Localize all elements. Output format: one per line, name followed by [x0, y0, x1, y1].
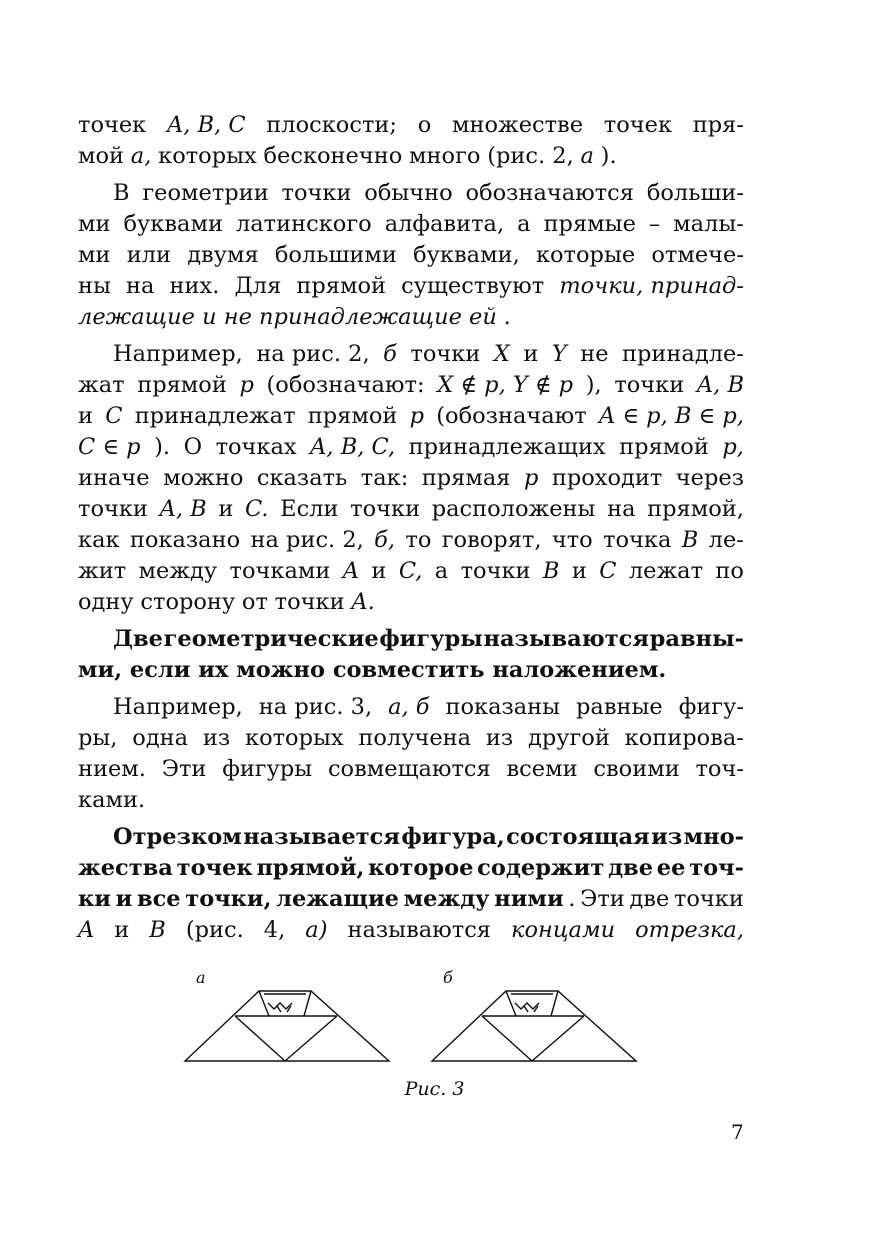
- text-segment: Например,: [113, 694, 243, 720]
- text-segment: множестве: [451, 112, 584, 138]
- text-segment: из: [202, 725, 231, 751]
- text-segment: Две: [113, 626, 163, 652]
- text-segment: отмече-: [651, 242, 744, 268]
- text-segment: а: [434, 558, 449, 584]
- text-line: [78, 587, 744, 618]
- text-segment: точки: [673, 886, 744, 912]
- text-segment: A: [342, 558, 360, 584]
- text-segment: A, B, C,: [310, 434, 396, 460]
- text-segment: называются: [483, 626, 649, 652]
- text-segment: обозначаются: [465, 180, 634, 206]
- text-segment: ми: [78, 211, 111, 237]
- figure-label-b: б: [443, 968, 453, 987]
- text-segment: точках: [215, 434, 297, 460]
- text-segment: плоскости;: [266, 112, 397, 138]
- text-line: [113, 822, 744, 853]
- text-segment: точки: [281, 180, 352, 206]
- text-line: [78, 463, 744, 494]
- text-segment: точками: [229, 558, 331, 584]
- text-segment: своими: [593, 756, 680, 782]
- text-segment: Эти: [580, 886, 625, 912]
- text-segment: a,: [130, 143, 152, 169]
- text-segment: Например,: [113, 341, 243, 367]
- text-segment: и: [115, 886, 133, 912]
- text-segment: точка: [603, 527, 672, 553]
- text-segment: A.: [351, 589, 375, 615]
- text-segment: буквами,: [413, 242, 520, 268]
- figure-a: [180, 985, 395, 1065]
- figure-b-tick-1: [524, 1006, 528, 1012]
- text-line: [78, 655, 744, 686]
- text-segment: прямая: [421, 465, 511, 491]
- text-segment: показаны: [445, 694, 561, 720]
- text-segment: из: [485, 725, 514, 751]
- text-segment: B: [542, 558, 560, 584]
- text-segment: точки,: [185, 886, 272, 912]
- text-segment: точки: [274, 589, 345, 615]
- text-segment: малы-: [673, 211, 744, 237]
- figure-a-tick-1: [277, 1006, 281, 1012]
- text-segment: C: [599, 558, 617, 584]
- text-segment: точки: [460, 558, 531, 584]
- text-segment: алфавита,: [384, 211, 505, 237]
- text-segment: A, B: [159, 496, 207, 522]
- text-segment: сказать: [256, 465, 348, 491]
- text-segment: как: [78, 527, 120, 553]
- figure-b-line-5: [551, 991, 558, 1016]
- text-segment: б,: [374, 527, 396, 553]
- page-number: 7: [731, 1120, 744, 1144]
- text-segment: точки: [350, 496, 421, 522]
- text-segment: и: [523, 341, 539, 367]
- text-segment: две: [608, 855, 654, 881]
- text-segment: на рис. 2,: [250, 527, 364, 553]
- text-segment: и: [218, 496, 234, 522]
- text-segment: .: [503, 304, 511, 330]
- text-segment: В: [113, 180, 130, 206]
- text-segment: фигуры: [222, 756, 313, 782]
- text-segment: нием.: [78, 756, 146, 782]
- text-segment: Если: [280, 496, 339, 522]
- figure-a-line-5: [304, 991, 311, 1016]
- text-segment: через: [675, 465, 744, 491]
- text-segment: одна: [132, 725, 189, 751]
- text-segment: больши-: [646, 180, 744, 206]
- text-segment: p,: [722, 434, 744, 460]
- text-segment: состоящая: [506, 824, 650, 850]
- text-line: [113, 692, 744, 723]
- text-segment: которых: [245, 725, 344, 751]
- text-segment: жат: [78, 372, 125, 398]
- text-segment: а: [517, 211, 531, 237]
- text-segment: другой: [528, 725, 610, 751]
- text-segment: жества: [78, 855, 173, 881]
- text-segment: не: [580, 341, 609, 367]
- text-segment: ними: [494, 886, 564, 912]
- text-segment: две: [629, 886, 670, 912]
- text-segment: точки: [410, 341, 481, 367]
- text-segment: прямой: [307, 403, 398, 429]
- text-line: [78, 525, 744, 556]
- text-segment: пря-: [692, 112, 744, 138]
- text-segment: содержит: [477, 855, 605, 881]
- text-line: [78, 754, 744, 785]
- text-segment: C ∈ p: [78, 434, 141, 460]
- figure-b-outline: [432, 991, 636, 1061]
- text-segment: прямой: [296, 273, 387, 299]
- text-segment: жит: [78, 558, 127, 584]
- text-line: [78, 302, 744, 333]
- figure-b-notch: [515, 1003, 539, 1009]
- text-segment: них.: [169, 273, 220, 299]
- text-segment: а, б: [388, 694, 430, 720]
- figure-a-line-2: [235, 1016, 285, 1061]
- text-segment: копирова-: [624, 725, 744, 751]
- text-segment: ).: [154, 434, 171, 460]
- text-line: [78, 884, 744, 915]
- text-segment: и: [571, 558, 587, 584]
- text-segment: ле-: [708, 527, 744, 553]
- text-segment: принадлежат: [134, 403, 296, 429]
- text-segment: на рис. 3,: [258, 694, 373, 720]
- figure-label-a: а: [196, 968, 206, 987]
- text-segment: ми, если их можно совместить наложением.: [78, 657, 667, 683]
- text-segment: всеми: [506, 756, 578, 782]
- text-segment: существуют: [401, 273, 545, 299]
- text-segment: фигуры: [379, 626, 483, 652]
- text-segment: то: [405, 527, 432, 553]
- text-segment: p: [239, 372, 254, 398]
- text-segment: проходит: [551, 465, 663, 491]
- text-segment: ки: [78, 886, 111, 912]
- text-segment: мой: [78, 143, 125, 169]
- text-segment: Эти: [161, 756, 207, 782]
- text-segment: A: [78, 917, 95, 943]
- text-segment: Отрезком: [113, 824, 242, 850]
- text-segment: A ∈ p, B ∈ p,: [598, 403, 744, 429]
- text-segment: на: [126, 273, 155, 299]
- text-segment: можно: [163, 465, 244, 491]
- text-segment: точ-: [689, 855, 744, 881]
- text-segment: бесконечно: [263, 143, 403, 169]
- text-segment: показано: [129, 527, 241, 553]
- text-segment: о: [417, 112, 432, 138]
- text-segment: ),: [585, 372, 602, 398]
- text-segment: C,: [398, 558, 423, 584]
- text-segment: C: [105, 403, 123, 429]
- text-segment: и: [78, 403, 93, 429]
- text-segment: на: [607, 496, 636, 522]
- text-segment: A, B, C: [166, 112, 246, 138]
- text-line: [113, 339, 744, 370]
- text-segment: большими: [274, 242, 397, 268]
- text-segment: равны-: [649, 626, 744, 652]
- figure-a-outline: [185, 991, 389, 1061]
- text-segment: или: [126, 242, 171, 268]
- text-segment: говорят,: [441, 527, 542, 553]
- text-segment: обычно: [364, 180, 453, 206]
- text-segment: называется: [243, 824, 400, 850]
- text-segment: иначе: [78, 465, 150, 491]
- figure-b-line-3: [532, 1016, 584, 1061]
- text-segment: ее: [656, 855, 686, 881]
- figure-b: [427, 985, 642, 1065]
- text-segment: так:: [360, 465, 409, 491]
- text-segment: точки: [614, 372, 685, 398]
- text-segment: Для: [234, 273, 282, 299]
- text-segment: фигура,: [401, 824, 505, 850]
- text-segment: получена: [358, 725, 472, 751]
- text-line: [113, 178, 744, 209]
- text-segment: точки: [78, 496, 148, 522]
- text-segment: много: [409, 143, 481, 169]
- text-segment: б: [383, 341, 397, 367]
- text-line: [78, 401, 744, 432]
- text-segment: A, B: [696, 372, 744, 398]
- text-line: [78, 110, 744, 141]
- text-segment: (обозначают: [436, 403, 587, 429]
- text-segment: принадлежащих: [408, 434, 606, 460]
- text-segment: между: [138, 558, 218, 584]
- figure-b-line-4: [506, 991, 516, 1016]
- text-segment: прямой: [619, 434, 709, 460]
- text-segment: прямой: [137, 372, 227, 398]
- text-segment: p: [523, 465, 539, 491]
- figure-caption: Рис. 3: [404, 1078, 465, 1100]
- text-segment: называются: [347, 917, 492, 943]
- text-segment: двумя: [187, 242, 259, 268]
- text-segment: (рис. 2,: [487, 143, 574, 169]
- text-segment: отрезка,: [635, 917, 744, 943]
- text-segment: которые: [535, 242, 636, 268]
- text-line: [78, 556, 744, 587]
- text-segment: точки, принад-: [559, 273, 744, 299]
- figure-a-line-4: [259, 991, 269, 1016]
- text-segment: ками.: [78, 787, 146, 813]
- text-segment: латинского: [235, 211, 372, 237]
- text-segment: которое: [368, 855, 474, 881]
- text-segment: прямой,: [647, 496, 744, 522]
- text-segment: на рис. 2,: [256, 341, 370, 367]
- text-segment: и: [371, 558, 387, 584]
- text-segment: мно-: [683, 824, 744, 850]
- text-segment: p: [409, 403, 425, 429]
- text-segment: B: [149, 917, 166, 943]
- text-line: [78, 785, 744, 816]
- text-segment: X: [493, 341, 510, 367]
- text-segment: ры,: [78, 725, 118, 751]
- text-segment: принадле-: [622, 341, 744, 367]
- text-line: [78, 432, 744, 463]
- text-segment: лежащие: [276, 886, 399, 912]
- text-segment: –: [648, 211, 661, 237]
- text-segment: а): [305, 917, 328, 943]
- text-line: [78, 209, 744, 240]
- text-segment: что: [551, 527, 593, 553]
- text-segment: ны: [78, 273, 111, 299]
- text-segment: ми: [78, 242, 111, 268]
- text-segment: (рис.: [185, 917, 244, 943]
- text-segment: а: [580, 143, 594, 169]
- text-segment: ).: [600, 143, 617, 169]
- text-segment: О: [183, 434, 203, 460]
- text-line: [78, 141, 744, 172]
- text-line: [78, 853, 744, 884]
- text-segment: концами: [511, 917, 616, 943]
- text-segment: и: [114, 917, 130, 943]
- text-segment: C.: [244, 496, 269, 522]
- text-segment: точ-: [695, 756, 744, 782]
- text-segment: по: [715, 558, 744, 584]
- text-segment: буквами: [123, 211, 223, 237]
- text-segment: лежат: [628, 558, 704, 584]
- text-segment: (обозначают:: [266, 372, 425, 398]
- text-segment: которых: [158, 143, 257, 169]
- text-segment: прямой,: [256, 855, 365, 881]
- text-segment: от: [241, 589, 268, 615]
- text-segment: Y: [551, 341, 567, 367]
- text-segment: лежащие и не принадлежащие ей: [78, 304, 497, 330]
- text-segment: расположены: [431, 496, 596, 522]
- text-segment: фигу-: [678, 694, 744, 720]
- text-line: [113, 624, 744, 655]
- text-segment: 4,: [263, 917, 286, 943]
- text-line: [78, 240, 744, 271]
- text-line: [78, 494, 744, 525]
- text-segment: равные: [576, 694, 663, 720]
- text-segment: одну: [78, 589, 134, 615]
- text-segment: сторону: [140, 589, 236, 615]
- text-segment: между: [403, 886, 490, 912]
- text-line: [78, 723, 744, 754]
- text-segment: .: [568, 886, 576, 912]
- text-segment: все: [136, 886, 181, 912]
- text-segment: прямые: [543, 211, 636, 237]
- text-segment: геометрические: [163, 626, 379, 652]
- figure-a-line-3: [285, 1016, 337, 1061]
- text-line: [78, 370, 744, 401]
- text-segment: из: [651, 824, 683, 850]
- text-segment: точек: [176, 855, 253, 881]
- text-segment: совмещаются: [327, 756, 491, 782]
- figure-a-notch: [268, 1003, 292, 1009]
- text-line: [78, 915, 744, 946]
- text-segment: точек: [78, 112, 147, 138]
- text-segment: B: [681, 527, 699, 553]
- text-line: [78, 271, 744, 302]
- figure-b-line-2: [482, 1016, 532, 1061]
- text-segment: геометрии: [142, 180, 269, 206]
- text-segment: точек: [603, 112, 673, 138]
- text-segment: X ∉ p, Y ∉ p: [437, 372, 574, 398]
